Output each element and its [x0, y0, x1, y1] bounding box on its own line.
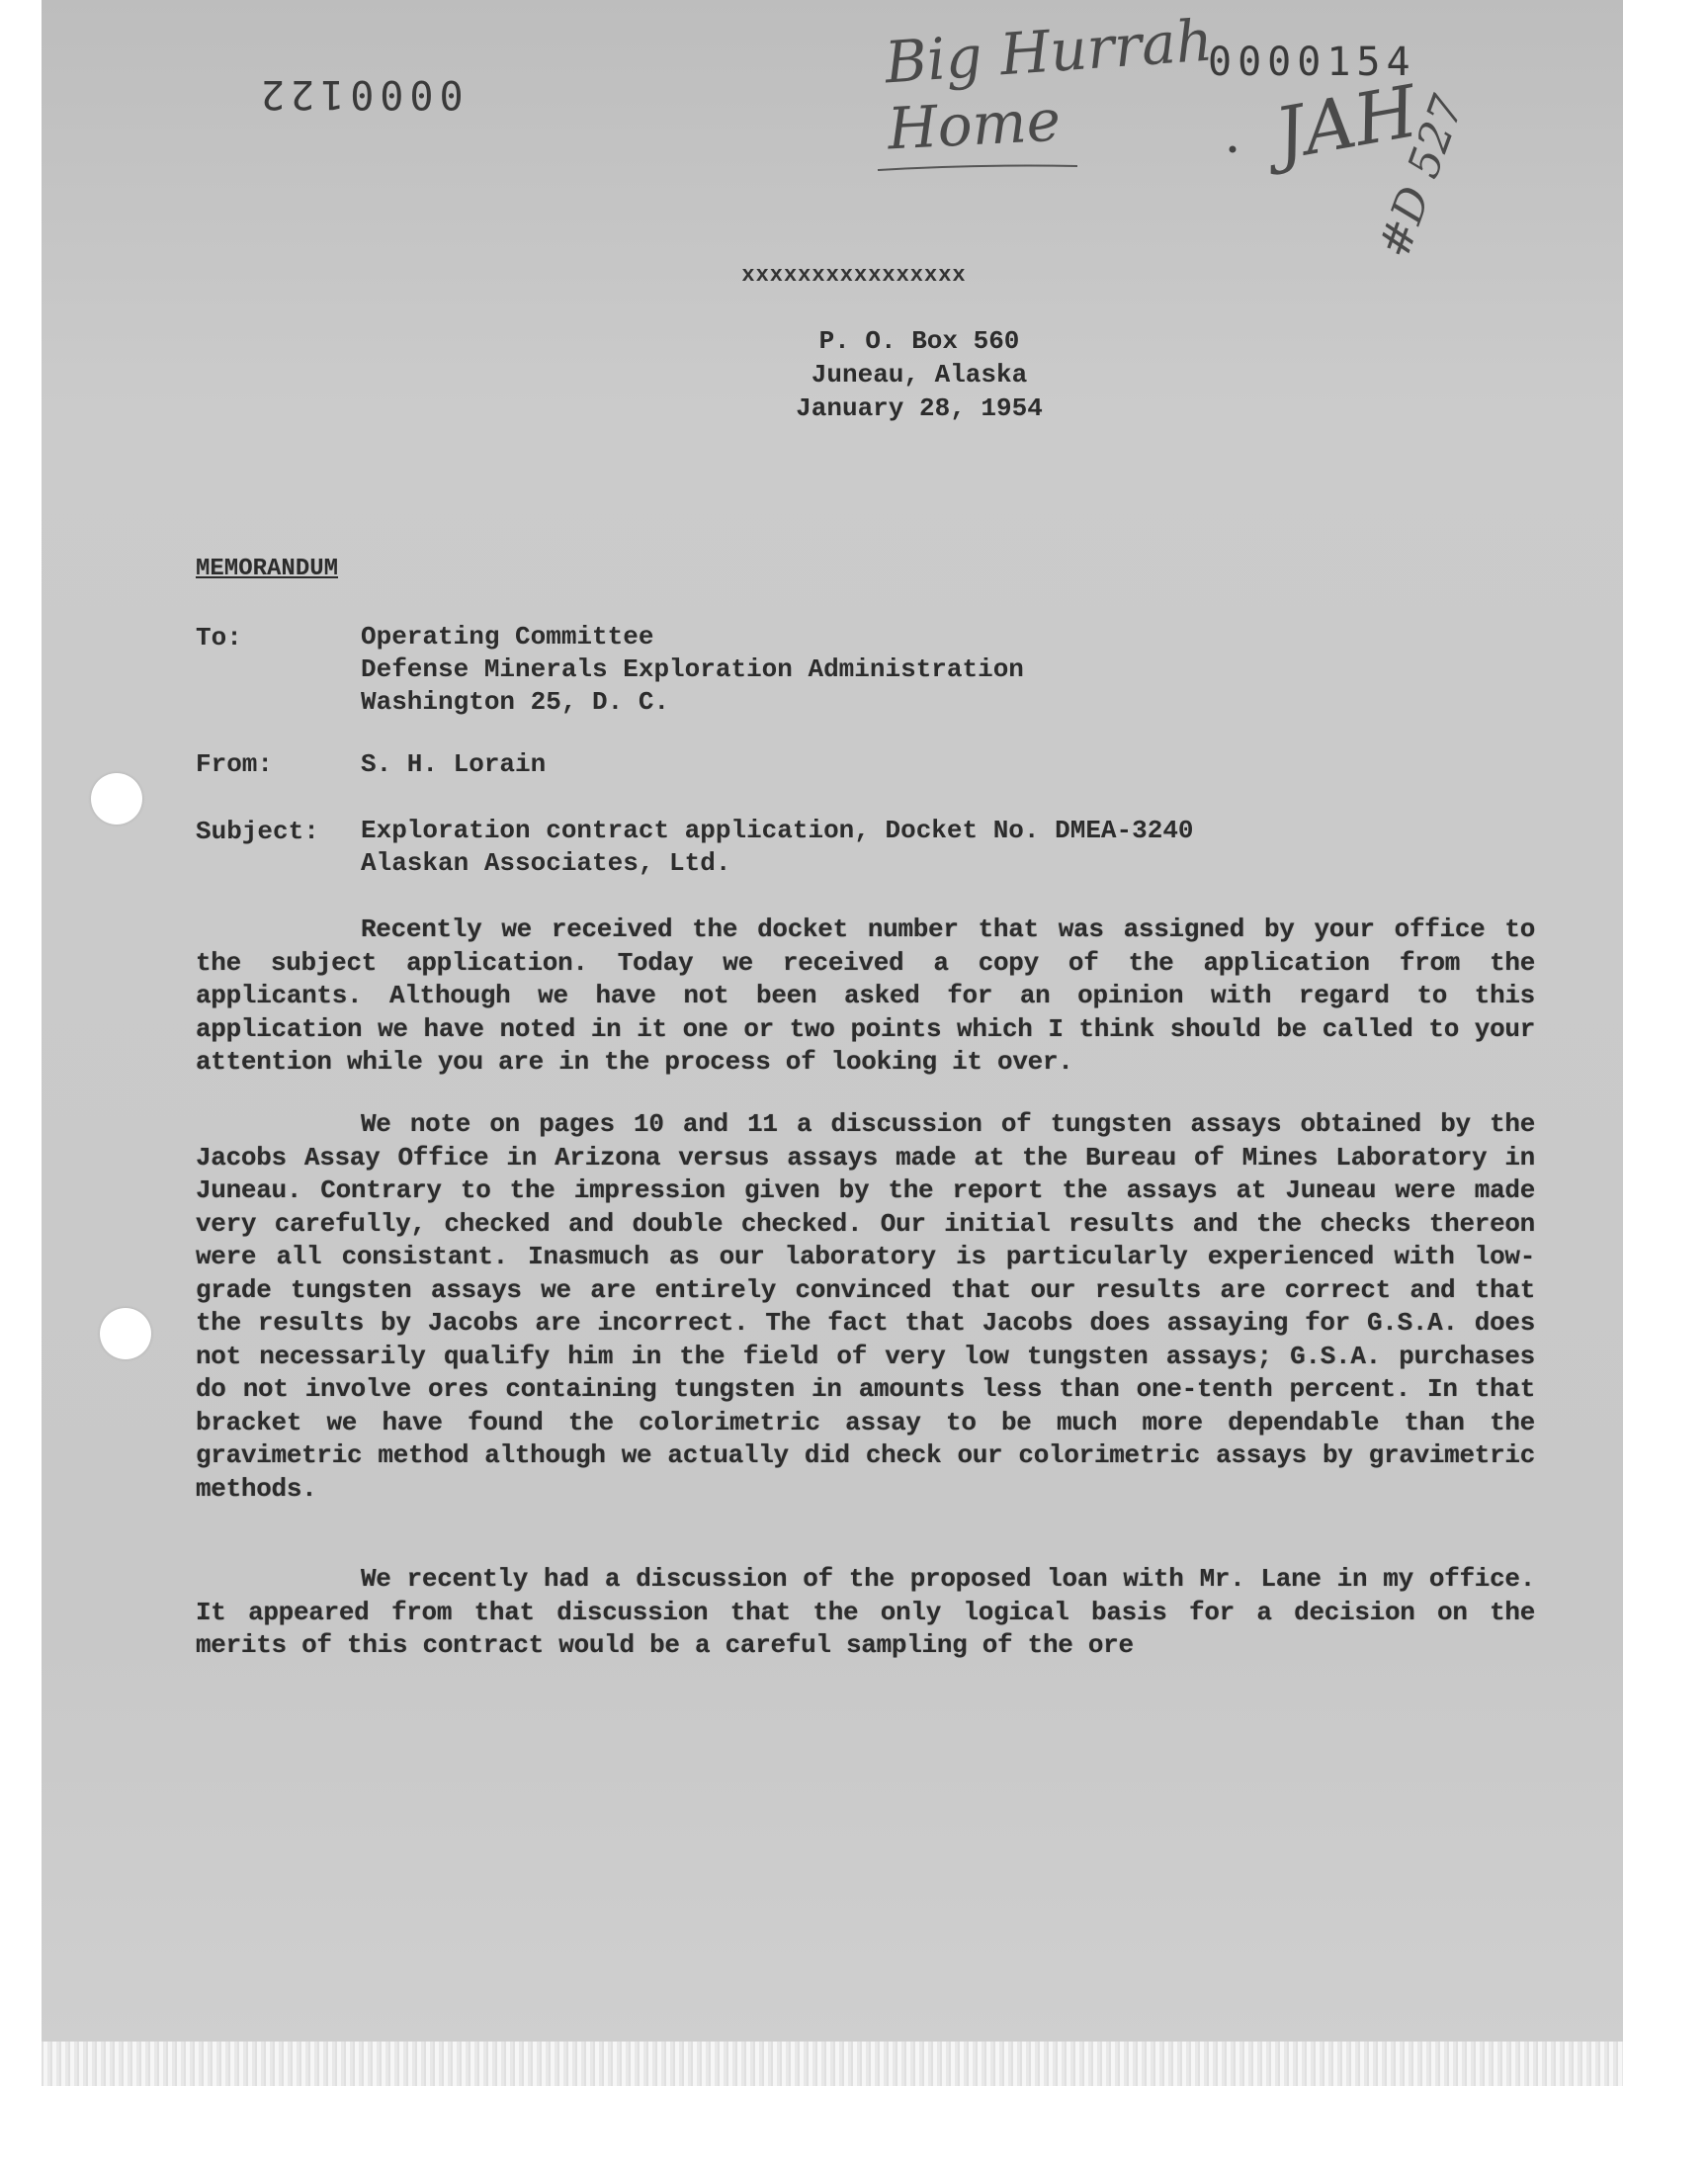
- to-line-1: Operating Committee: [361, 622, 654, 652]
- address-line-2: Juneau, Alaska: [811, 360, 1028, 390]
- to-line-3: Washington 25, D. C.: [361, 687, 670, 717]
- subject-line-2: Alaskan Associates, Ltd.: [361, 848, 731, 878]
- subject-block: [361, 815, 1194, 880]
- subject-label: Subject:: [196, 817, 319, 846]
- body-paragraph-3: We recently had a discussion of the proposed loan with Mr. Lane in my office. It appeared from that discussion that the only logical basis for a decision on the merits of this contract would be a careful sampling of the ore: [196, 1564, 1535, 1660]
- body-paragraph-2: We note on pages 10 and 11 a discussion of tungsten assays obtained by the Jacobs Assay Office in Arizona versus assays made at the Bureau of Mines Laboratory in Juneau. Contrary to the impression given by the report the assays at Juneau were made very carefully, checked and double checked. Our initial results and the checks thereon were all consistant. Inasmuch as our laboratory is particularly experienced with low-grade tungsten assays we are entirely convinced that our results are correct and that the results by Jacobs are incorrect. The fact that Jacobs does assaying for G.S.A. does not necessarily qualify him in the field of very low tungsten assays; G.S.A. purchases do not involve ores containing tungsten in amounts less than one-tenth percent. In that bracket we have found the colorimetric assay to be much more dependable than the gravimetric method although we actually did check our colorimetric assays by gravimetric methods.: [196, 1109, 1535, 1504]
- stamp-number-right: 0000154: [1208, 40, 1416, 85]
- to-block: [361, 621, 1024, 719]
- address-line-1: P. O. Box 560: [818, 326, 1020, 356]
- letterhead-address: [771, 324, 1068, 425]
- letter-date: January 28, 1954: [796, 393, 1043, 423]
- struck-out-text: xxxxxxxxxxxxxxxx: [741, 263, 967, 288]
- from-value: S. H. Lorain: [361, 749, 547, 779]
- letterhead-struck-line: [0, 263, 1708, 288]
- handwritten-initials: JAH: [1268, 69, 1423, 176]
- subject-line-1: Exploration contract application, Docket No. DMEA-3240: [361, 816, 1194, 845]
- from-label: From:: [196, 749, 274, 779]
- handwritten-margin-note: #D 527: [1369, 89, 1475, 265]
- memo-heading: MEMORANDUM: [196, 556, 339, 582]
- body-paragraph-1: Recently we received the docket number that was assigned by your office to the subject application. Today we received a copy of the application from the applicants. Although we have not been asked for an opinion with regard to this application we have noted in it one or two points which I think should be called to your attention while you are in the process of looking it over.: [196, 914, 1535, 1077]
- to-label: To:: [196, 623, 242, 652]
- handwritten-note-line2: Home: [886, 86, 1063, 163]
- handwritten-note-line1: Big Hurrah: [883, 6, 1216, 97]
- to-line-2: Defense Minerals Exploration Administration: [361, 654, 1024, 684]
- stamp-number-left: 0000122: [255, 71, 464, 117]
